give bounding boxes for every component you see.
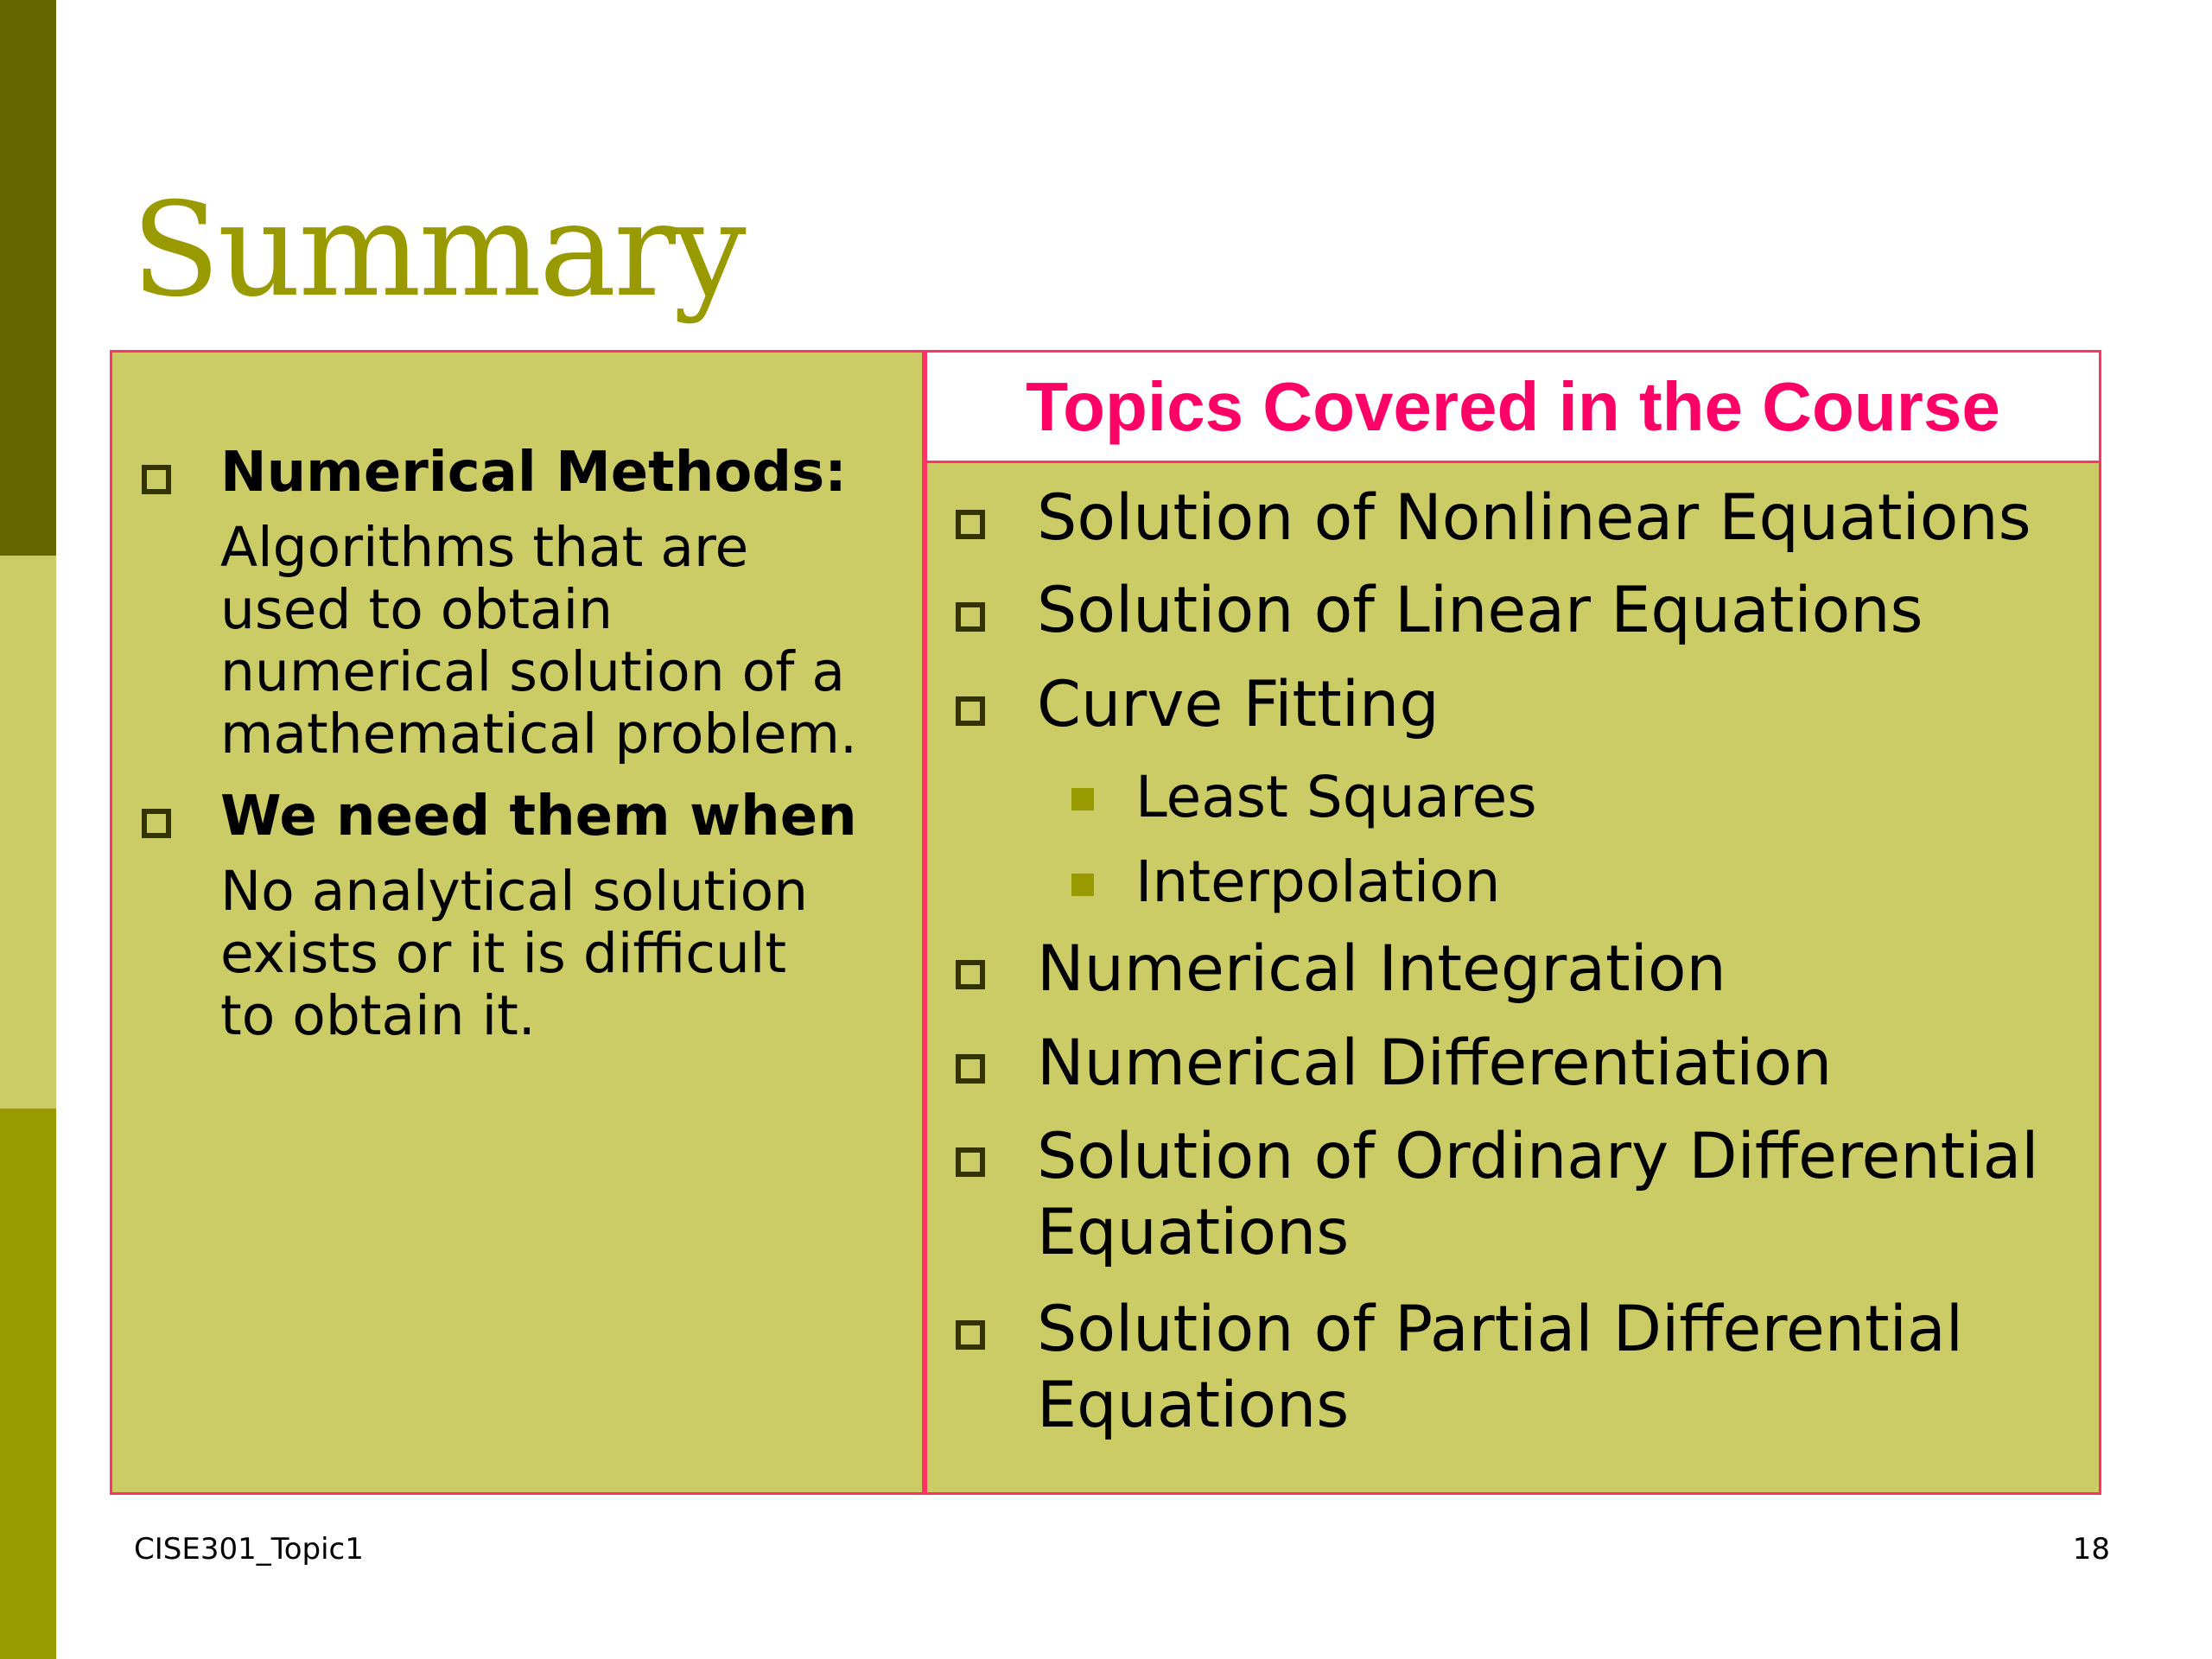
topic-item <box>1037 1119 2039 1271</box>
left-item-line: to obtain it. <box>220 984 536 1047</box>
topic-sub-item: Interpolation <box>1135 849 1501 915</box>
accent-strip-dark <box>0 0 56 556</box>
topic-item-line: Equations <box>1037 1196 1350 1269</box>
left-item-line: numerical solution of a <box>220 640 846 703</box>
left-item-line: mathematical problem. <box>220 702 858 766</box>
left-item-line: used to obtain <box>220 578 613 641</box>
topic-item: Numerical Integration <box>1037 932 1726 1006</box>
left-panel <box>110 350 925 1495</box>
hollow-square-bullet-icon <box>956 510 985 539</box>
footer-course-label: CISE301_Topic1 <box>134 1532 364 1567</box>
left-item-line: exists or it is difficult <box>220 922 787 985</box>
hollow-square-bullet-icon <box>142 809 171 838</box>
left-item-line: Algorithms that are <box>220 516 749 579</box>
topic-item-line: Solution of Partial Differential <box>1037 1293 1963 1366</box>
page-number: 18 <box>2072 1532 2110 1567</box>
left-item-body <box>220 517 912 766</box>
accent-strip-olive <box>0 1109 56 1659</box>
accent-strip-light <box>0 556 56 1109</box>
filled-square-bullet-icon <box>1071 788 1094 810</box>
topic-item-line: Equations <box>1037 1369 1350 1442</box>
left-item-heading: We need them when <box>220 785 857 849</box>
hollow-square-bullet-icon <box>956 1147 985 1177</box>
hollow-square-bullet-icon <box>956 960 985 989</box>
topic-item: Numerical Differentiation <box>1037 1027 1833 1100</box>
topics-heading: Topics Covered in the Course <box>1026 368 2000 445</box>
filled-square-bullet-icon <box>1071 874 1094 896</box>
topic-item: Solution of Nonlinear Equations <box>1037 481 2031 555</box>
hollow-square-bullet-icon <box>956 696 985 726</box>
topic-item <box>1037 1292 1963 1444</box>
hollow-square-bullet-icon <box>956 602 985 632</box>
left-item-body <box>220 861 912 1047</box>
left-item-heading: Numerical Methods: <box>220 441 847 505</box>
topic-item: Solution of Linear Equations <box>1037 574 1923 647</box>
hollow-square-bullet-icon <box>956 1320 985 1350</box>
hollow-square-bullet-icon <box>142 465 171 494</box>
slide-title: Summary <box>131 175 744 326</box>
left-item-line: No analytical solution <box>220 860 809 923</box>
hollow-square-bullet-icon <box>956 1054 985 1084</box>
right-panel-header <box>925 350 2101 463</box>
topic-item: Curve Fitting <box>1037 668 1440 741</box>
topic-sub-item: Least Squares <box>1135 764 1537 830</box>
topic-item-line: Solution of Ordinary Differential <box>1037 1120 2039 1193</box>
